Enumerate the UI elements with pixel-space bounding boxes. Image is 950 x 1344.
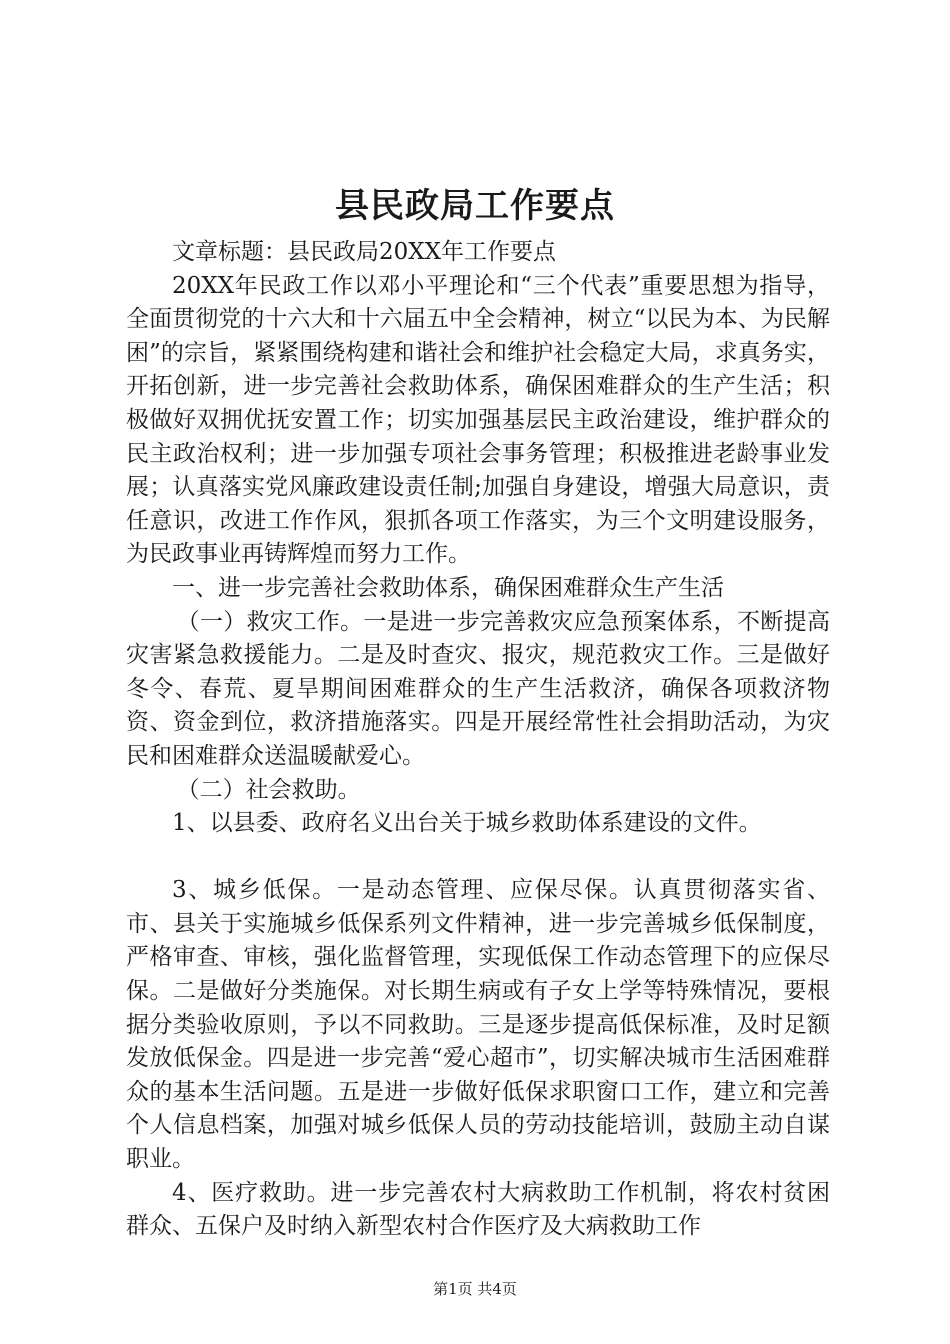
document-body — [126, 236, 830, 1244]
article-title-line: 文章标题：县民政局20XX年工作要点 — [172, 239, 557, 265]
document-title: 县民政局工作要点 — [335, 186, 615, 226]
page-footer: 第1页 共4页 — [433, 1280, 517, 1298]
social-assistance-heading: （二）社会救助。 — [176, 776, 361, 803]
blank-line — [126, 841, 830, 875]
disaster-relief-paragraph: （一）救灾工作。一是进一步完善救灾应急预案体系，不断提高灾害紧急救援能力。二是及时查灾、报灾，规范救灾工作。三是做好冬令、春荒、夏旱期间困难群众的生产生活救济，确保各项救济物资、资金到位，救济措施落实。四是开展经常性社会捐助活动，为灾民和困难群众送温暖献爱心。 — [126, 608, 830, 769]
section-heading-1: 一、进一步完善社会救助体系，确保困难群众生产生活 — [172, 574, 724, 601]
intro-paragraph: 20XX年民政工作以邓小平理论和“三个代表”重要思想为指导，全面贯彻党的十六大和十六届五中全会精神，树立“以民为本、为民解困”的宗旨，紧紧围绕构建和谐社会和维护社会稳定大局，求真务实，开拓创新，进一步完善社会救助体系，确保困难群众的生产生活；积极做好双拥优抚安置工作；切实加强基层民主政治建设，维护群众的民主政治权利；进一步加强专项社会事务管理；积极推进老龄事业发展；认真落实党风廉政建设责任制;加强自身建设，增强大局意识，责任意识，改进工作作风，狠抓各项工作落实，为三个文明建设服务，为民政事业再铸辉煌而努力工作。 — [126, 272, 830, 568]
item-3-paragraph: 3、城乡低保。一是动态管理、应保尽保。认真贯彻落实省、市、县关于实施城乡低保系列文件精神，进一步完善城乡低保制度，严格审查、审核，强化监督管理，实现低保工作动态管理下的应保尽保。二是做好分类施保。对长期生病或有子女上学等特殊情况，要根据分类验收原则，予以不同救助。三是逐步提高低保标准，及时足额发放低保金。四是进一步完善“爱心超市”，切实解决城市生活困难群众的基本生活问题。五是进一步做好低保求职窗口工作，建立和完善个人信息档案，加强对城乡低保人员的劳动技能培训，鼓励主动自谋职业。 — [126, 877, 830, 1173]
item-1-paragraph: 1、以县委、政府名义出台关于城乡救助体系建设的文件。 — [172, 810, 762, 837]
item-4-paragraph: 4、医疗救助。进一步完善农村大病救助工作机制，将农村贫困群众、五保户及时纳入新型农村合作医疗及大病救助工作 — [126, 1179, 830, 1240]
